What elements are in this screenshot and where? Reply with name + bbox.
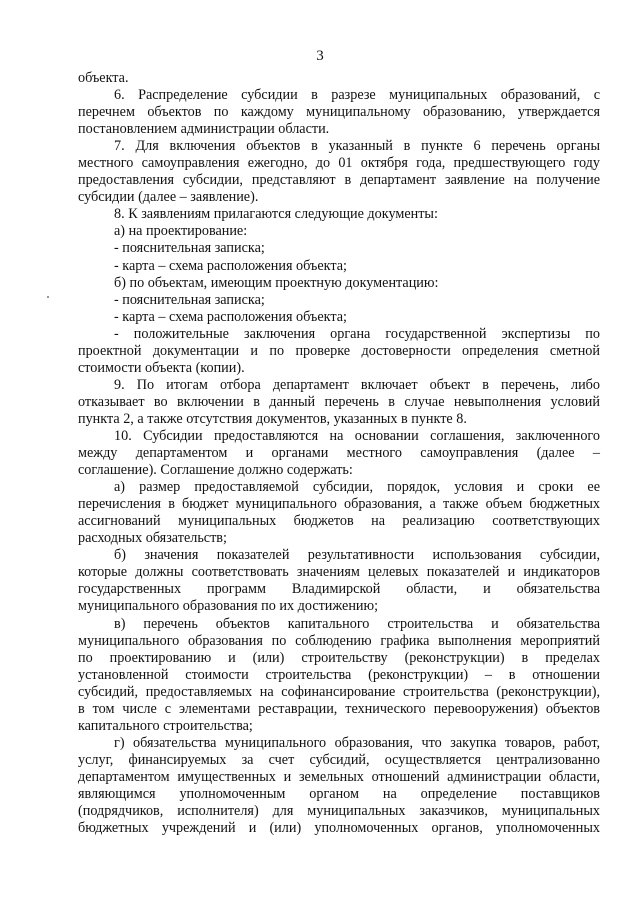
text-line: 7. Для включения объектов в указанный в пункте 6 перечень органы bbox=[114, 138, 600, 155]
text-line: которые должны соответствовать значениям целевых показателей и индикаторов bbox=[78, 564, 600, 581]
text-line: соглашение). Соглашение должно содержать: bbox=[78, 462, 353, 479]
text-line: в том числе с элементами реставрации, технического перевооружения) объектов bbox=[78, 700, 600, 717]
text-line: - карта – схема расположения объекта; bbox=[114, 257, 347, 274]
text-line: (подрядчиков, исполнителя) для муниципальных заказчиков, муниципальных bbox=[78, 803, 600, 820]
text-line: бюджетных учреждений и (или) уполномоченных органов, уполномоченных bbox=[78, 820, 600, 837]
page-number: 3 bbox=[316, 48, 324, 64]
text-line: а) размер предоставляемой субсидии, порядок, условия и сроки ее bbox=[114, 479, 600, 496]
text-line: пункта 2, а также отсутствия документов, указанных в пункте 8. bbox=[78, 410, 467, 427]
text-line: государственных программ Владимирской области, и обязательства bbox=[78, 581, 600, 598]
text-line: по проектированию и (или) строительству (реконструкции) в пределах bbox=[78, 649, 600, 666]
text-line: проектной документации и по проверке достоверности определения сметной bbox=[78, 342, 600, 359]
text-line: муниципального образования по соблюдению графика выполнения мероприятий bbox=[78, 632, 600, 649]
text-line: местного самоуправления ежегодно, до 01 октября года, предшествующего году bbox=[78, 155, 600, 172]
document-body bbox=[78, 70, 600, 837]
text-line: а) на проектирование: bbox=[114, 223, 248, 240]
text-line: объекта. bbox=[78, 70, 129, 86]
text-line: - карта – схема расположения объекта; bbox=[114, 308, 347, 325]
text-line: ассигнований муниципальных бюджетов на реализацию соответствующих bbox=[78, 513, 600, 530]
text-line: в) перечень объектов капитального строительства и обязательства bbox=[114, 615, 600, 632]
text-line: отказывает во включении в данный перечень в случае невыполнения условий bbox=[78, 393, 600, 410]
text-line: установленной стоимости строительства (реконструкции) – в отношении bbox=[78, 666, 600, 683]
text-line: между департаментом и органами местного самоуправления (далее – bbox=[78, 445, 600, 462]
text-line: субсидий, предоставляемых на софинансирование строительства (реконструкции), bbox=[78, 683, 600, 700]
text-line: 9. По итогам отбора департамент включает объект в перечень, либо bbox=[114, 376, 600, 393]
text-line: предоставления субсидии, представляют в департамент заявление на получение bbox=[78, 172, 600, 189]
text-line: б) значения показателей результативности использования субсидии, bbox=[114, 547, 600, 564]
text-line: г) обязательства муниципального образования, что закупка товаров, работ, bbox=[114, 734, 600, 751]
text-line: стоимости объекта (копии). bbox=[78, 359, 245, 376]
text-line: перечисления в бюджет муниципального образования, а также объем бюджетных bbox=[78, 496, 600, 513]
text-line: - пояснительная записка; bbox=[114, 240, 265, 257]
margin-mark bbox=[47, 296, 49, 298]
text-line: - положительные заключения органа государственной экспертизы по bbox=[114, 325, 600, 342]
text-line: являющимся уполномоченным органом на определение поставщиков bbox=[78, 785, 600, 802]
text-line: субсидии (далее – заявление). bbox=[78, 189, 259, 206]
text-line: муниципального образования по их достижению; bbox=[78, 598, 379, 615]
text-line: б) по объектам, имеющим проектную документацию: bbox=[114, 274, 439, 291]
text-line: 8. К заявлениям прилагаются следующие документы: bbox=[114, 206, 438, 223]
text-line: услуг, финансируемых за счет субсидий, осуществляется централизованно bbox=[78, 751, 600, 768]
text-line: - пояснительная записка; bbox=[114, 291, 265, 308]
text-line: постановлением администрации области. bbox=[78, 121, 330, 138]
text-line: 10. Субсидии предоставляются на основании соглашения, заключенного bbox=[114, 427, 600, 444]
text-line: капитального строительства; bbox=[78, 717, 253, 734]
text-line: расходных обязательств; bbox=[78, 530, 227, 547]
text-line: 6. Распределение субсидии в разрезе муниципальных образований, с bbox=[114, 87, 600, 104]
text-line: департаментом имущественных и земельных отношений администрации области, bbox=[78, 768, 600, 785]
text-line: перечнем объектов по каждому муниципальному образованию, утверждается bbox=[78, 104, 600, 121]
